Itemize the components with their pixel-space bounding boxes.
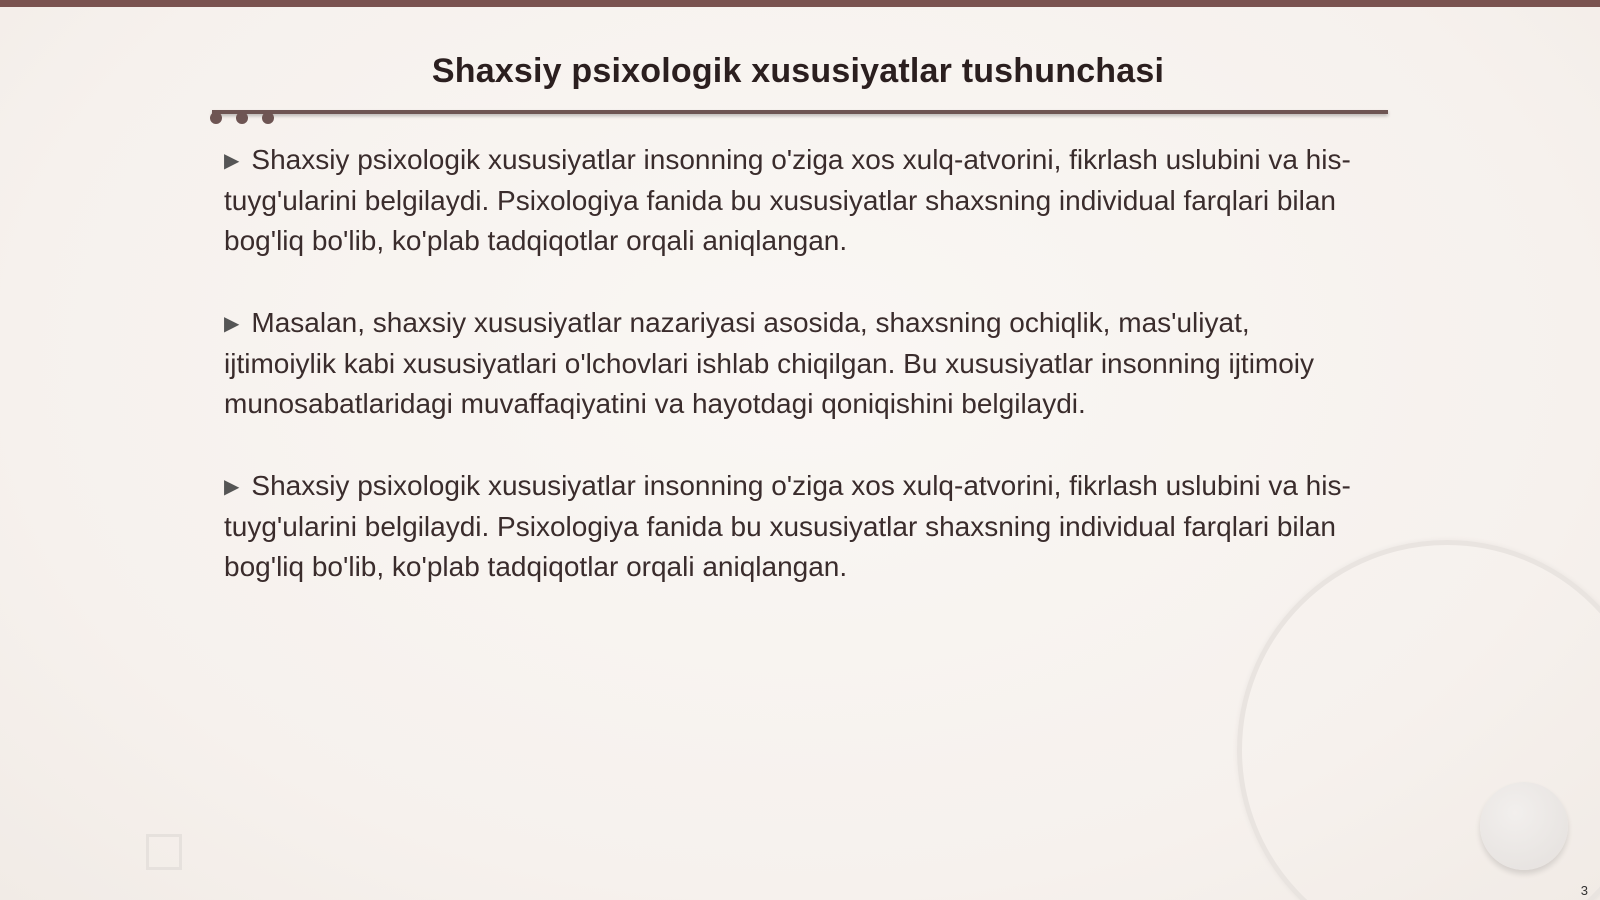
bullet-item xyxy=(224,303,1354,424)
title-underline xyxy=(212,110,1388,114)
decorative-dot xyxy=(210,112,222,124)
bullet-item xyxy=(224,466,1354,587)
triangle-bullet-icon: ▶ xyxy=(224,476,240,498)
decorative-dot xyxy=(262,112,274,124)
bullet-text: Masalan, shaxsiy xususiyatlar nazariyasi asosida, shaxsning ochiqlik, mas'uliyat, ijtimoiylik kabi xususiyatlari o'lchovlari ishlab chiqilgan. Bu xususiyatlar insonning ijtimoiy munosabatlaridagi muvaffaqiyatini va hayotdagi qoniqishini belgilaydi. xyxy=(224,307,1315,419)
slide-number: 3 xyxy=(1580,883,1588,898)
top-accent-bar xyxy=(0,0,1600,7)
decorative-dot xyxy=(236,112,248,124)
bullet-text: Shaxsiy psixologik xususiyatlar insonning o'ziga xos xulq-atvorini, fikrlash uslubini va his-tuyg'ularini belgilaydi. Psixologiya fanida bu xususiyatlar shaxsning individual farqlari bilan bog'liq bo'lib, ko'plab tadqiqotlar orqali aniqlangan. xyxy=(224,470,1351,582)
triangle-bullet-icon: ▶ xyxy=(224,150,240,172)
decorative-square xyxy=(146,834,182,870)
triangle-bullet-icon: ▶ xyxy=(224,313,240,335)
bullet-text: Shaxsiy psixologik xususiyatlar insonning o'ziga xos xulq-atvorini, fikrlash uslubini va his-tuyg'ularini belgilaydi. Psixologiya fanida bu xususiyatlar shaxsning individual farqlari bilan bog'liq bo'lib, ko'plab tadqiqotlar orqali aniqlangan. xyxy=(224,144,1351,256)
slide-title: Shaxsiy psixologik xususiyatlar tushunchasi xyxy=(431,52,1165,90)
bullet-item xyxy=(224,140,1354,261)
bullet-list xyxy=(224,140,1354,629)
decorative-disc xyxy=(1480,782,1568,870)
